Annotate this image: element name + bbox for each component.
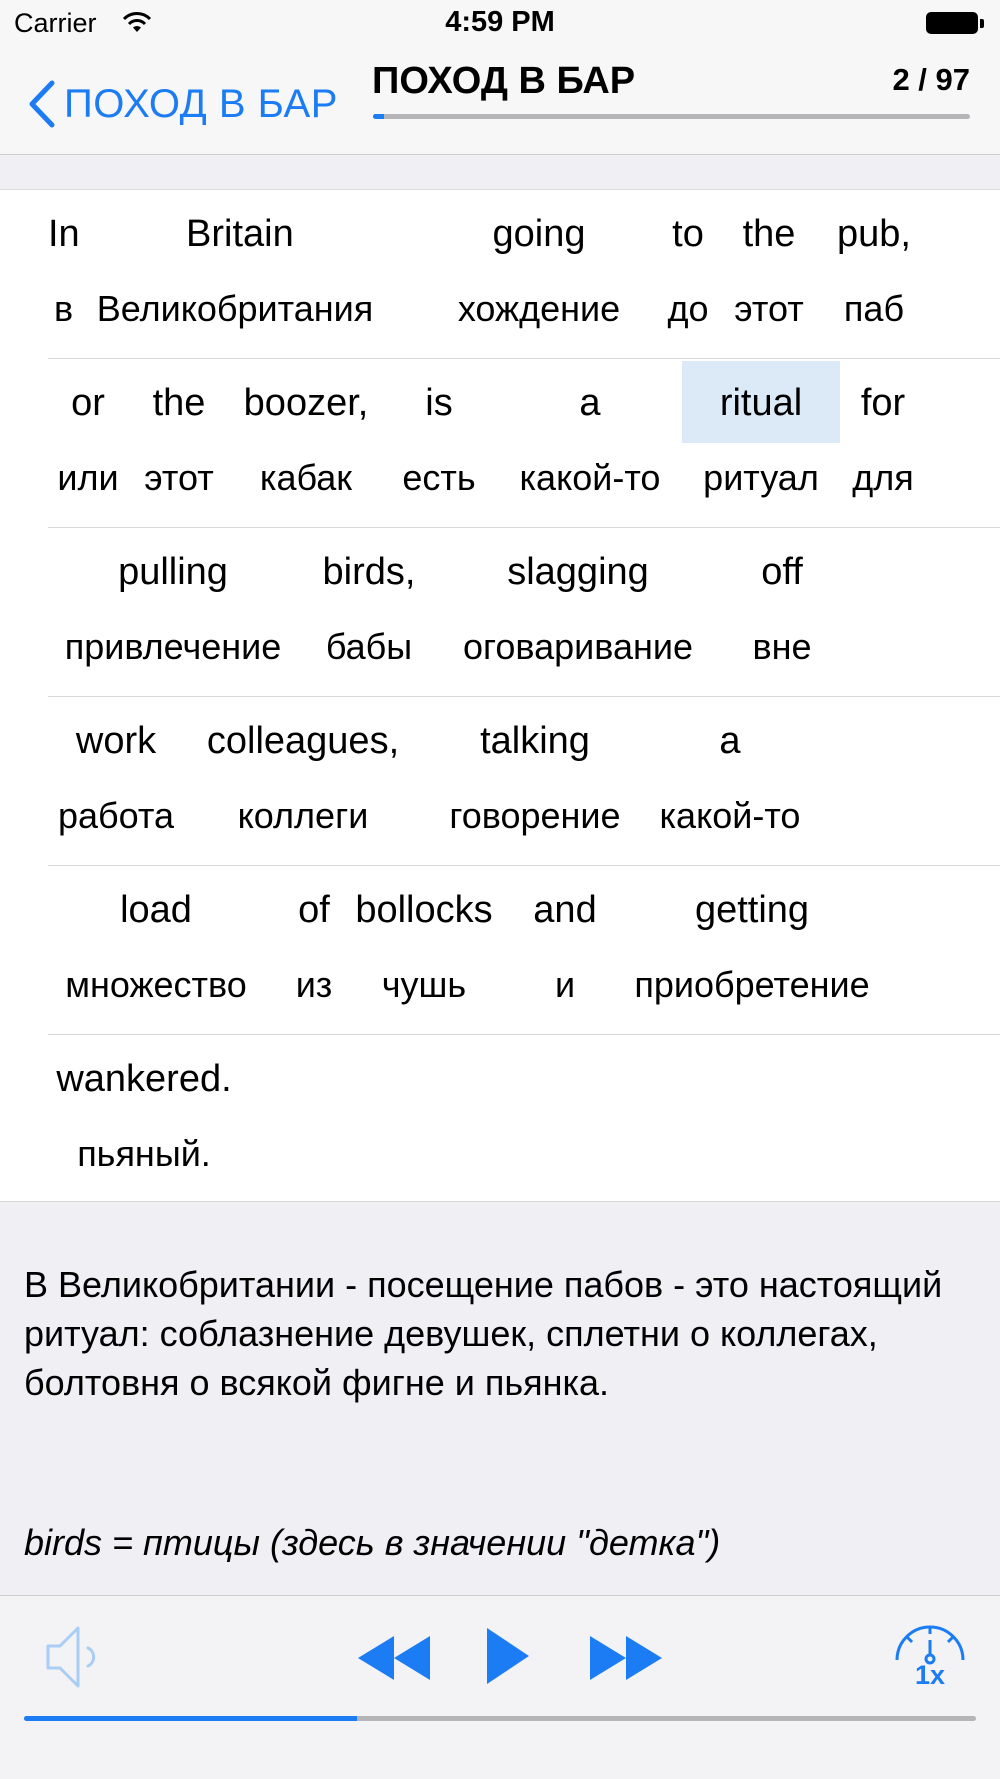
english-word: pub, — [837, 213, 911, 255]
translation-panel — [0, 1201, 1000, 1596]
lesson-progress-bar — [373, 114, 970, 119]
english-word: and — [533, 889, 597, 931]
english-word: to — [672, 213, 704, 255]
russian-word: паб — [843, 288, 905, 329]
russian-word: в — [54, 288, 74, 329]
russian-word: говорение — [449, 795, 621, 836]
page-title: ПОХОД В БАР — [372, 60, 636, 102]
russian-word: хождение — [457, 288, 621, 329]
word-pair[interactable] — [48, 866, 264, 1034]
english-word: for — [860, 382, 906, 424]
word-pair[interactable] — [238, 359, 374, 527]
english-word: colleagues, — [206, 720, 400, 762]
back-button[interactable] — [26, 76, 338, 132]
word-pair[interactable] — [440, 190, 638, 358]
english-word: going — [492, 213, 586, 255]
english-word: boozer, — [243, 382, 369, 424]
text-line — [48, 528, 1000, 697]
fast-forward-icon[interactable] — [588, 1630, 664, 1686]
russian-word: этот — [734, 288, 804, 329]
english-word: talking — [480, 720, 590, 762]
russian-word: есть — [402, 457, 476, 498]
english-word: birds, — [322, 551, 416, 593]
russian-word: ритуал — [703, 457, 819, 498]
russian-word: до — [667, 288, 709, 329]
english-word: off — [761, 551, 803, 593]
english-word: or — [71, 382, 105, 424]
audio-progress-fill — [24, 1716, 357, 1721]
audio-player — [0, 1595, 1000, 1779]
word-pair[interactable] — [514, 866, 616, 1034]
russian-word: Великобритания — [96, 288, 374, 329]
english-word: getting — [694, 889, 810, 931]
russian-word: работа — [58, 795, 174, 836]
russian-word: или — [57, 457, 119, 498]
russian-word: вне — [752, 626, 812, 667]
english-word: bollocks — [355, 889, 493, 931]
english-word: slagging — [507, 551, 649, 593]
word-pair[interactable] — [440, 528, 716, 696]
audio-progress-bar[interactable] — [24, 1716, 976, 1721]
back-label: ПОХОД В БАР — [64, 81, 338, 126]
word-pair[interactable] — [846, 359, 920, 527]
rewind-icon[interactable] — [356, 1630, 432, 1686]
word-pair-selected[interactable] — [682, 359, 840, 527]
russian-word: для — [852, 457, 914, 498]
english-word: work — [75, 720, 157, 762]
russian-word: этот — [144, 457, 214, 498]
english-word: a — [719, 720, 741, 762]
text-line — [48, 866, 1000, 1035]
status-bar — [0, 0, 1000, 48]
russian-word: и — [554, 964, 576, 1005]
english-word: wankered. — [56, 1058, 232, 1100]
english-word: Britain — [186, 213, 294, 255]
russian-word: кабак — [259, 457, 353, 498]
word-pair[interactable] — [48, 528, 298, 696]
russian-word: привлечение — [64, 626, 282, 667]
russian-word: какой-то — [519, 457, 661, 498]
word-pair[interactable] — [642, 697, 818, 865]
word-pair[interactable] — [48, 697, 184, 865]
russian-word: из — [295, 964, 333, 1005]
russian-word: бабы — [325, 626, 413, 667]
word-pair[interactable] — [128, 359, 230, 527]
clock: 4:59 PM — [445, 6, 555, 38]
russian-word: множество — [65, 964, 247, 1005]
text-line — [48, 697, 1000, 866]
lesson-progress-fill — [373, 114, 384, 119]
russian-word: пьяный. — [77, 1133, 211, 1174]
word-pair[interactable] — [826, 190, 922, 358]
english-word: ritual — [719, 382, 803, 424]
word-pair[interactable] — [348, 866, 500, 1034]
word-pair[interactable] — [312, 528, 426, 696]
word-pair[interactable] — [730, 528, 834, 696]
word-pair[interactable] — [388, 359, 490, 527]
sentence-translation: В Великобритании - посещение пабов - это настоящий ритуал: соблазнение девушек, сплетни о коллегах, болтовня о всякой фигне и пьянка. — [24, 1264, 943, 1403]
english-word: the — [742, 213, 796, 255]
header-separator-band — [0, 155, 1000, 190]
chevron-left-icon — [26, 79, 56, 129]
word-pair[interactable] — [652, 190, 724, 358]
word-pair[interactable] — [274, 866, 354, 1034]
russian-word: коллеги — [237, 795, 369, 836]
battery-icon — [926, 12, 978, 34]
russian-word: какой-то — [659, 795, 801, 836]
english-word: load — [120, 889, 192, 931]
text-line — [48, 359, 1000, 528]
vocabulary-note: birds = птицы (здесь в значении "детка") — [24, 1522, 721, 1563]
word-pair[interactable] — [94, 190, 376, 358]
word-pair[interactable] — [48, 1035, 240, 1203]
word-pair[interactable] — [432, 697, 638, 865]
nav-bar — [0, 48, 1000, 155]
playback-speed-label: 1x — [914, 1660, 946, 1690]
russian-word: приобретение — [634, 964, 870, 1005]
english-word: a — [579, 382, 601, 424]
play-icon[interactable] — [481, 1624, 533, 1688]
word-pair[interactable] — [612, 866, 892, 1034]
english-word: In — [48, 213, 80, 255]
word-pair[interactable] — [198, 697, 408, 865]
word-pair[interactable] — [48, 359, 128, 527]
carrier-label: Carrier — [14, 8, 97, 38]
russian-word: оговаривание — [462, 626, 693, 667]
interlinear-text — [0, 190, 1000, 1201]
page-counter: 2 / 97 — [892, 62, 970, 97]
speaker-icon[interactable] — [42, 1620, 112, 1694]
word-pair[interactable] — [724, 190, 814, 358]
english-word: of — [298, 889, 330, 931]
english-word: is — [425, 382, 453, 424]
text-line — [48, 1035, 1000, 1203]
russian-word: чушь — [381, 964, 467, 1005]
text-line — [48, 190, 1000, 359]
english-word: the — [152, 382, 206, 424]
english-word: pulling — [118, 551, 228, 593]
word-pair[interactable] — [500, 359, 680, 527]
